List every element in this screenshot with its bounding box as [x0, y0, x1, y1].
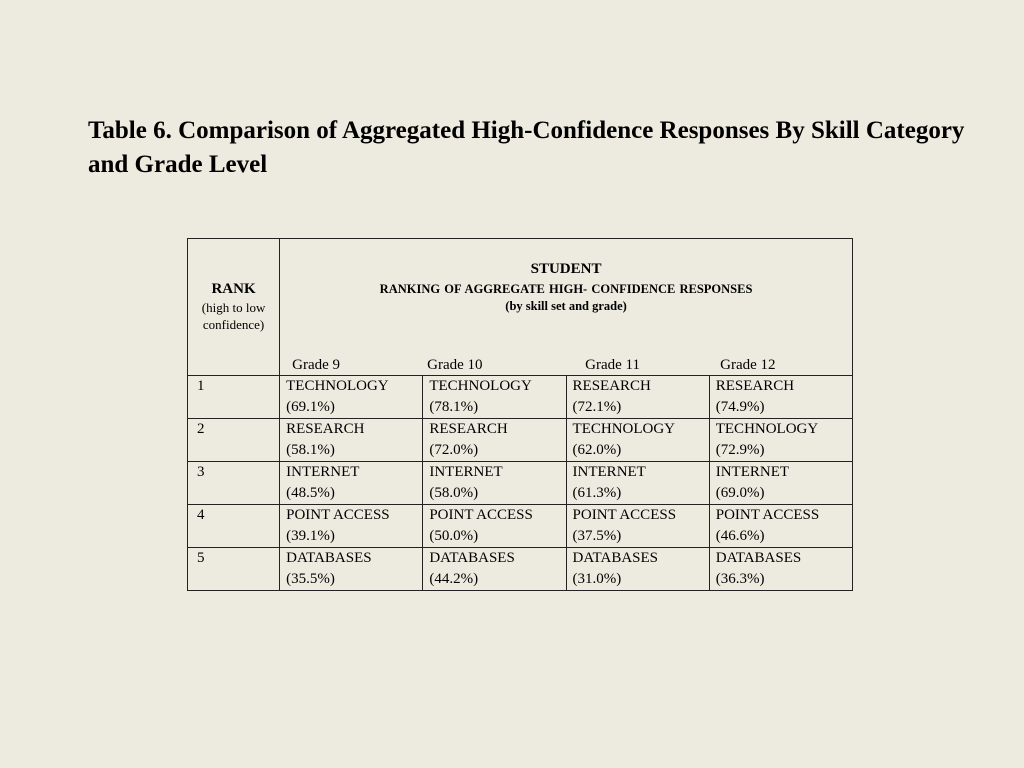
skill-name: POINT ACCESS — [286, 507, 390, 523]
skill-cell — [566, 376, 709, 419]
skill-name: RESEARCH — [429, 421, 508, 437]
skill-cell — [566, 462, 709, 505]
skill-cell — [566, 548, 709, 591]
skill-percentage: (69.1%) — [286, 399, 335, 415]
skill-percentage: (37.5%) — [572, 528, 622, 544]
skill-percentage: (58.1%) — [286, 442, 335, 458]
skill-name: INTERNET — [286, 464, 360, 480]
skill-name: RESEARCH — [715, 378, 795, 394]
skill-cell — [566, 505, 709, 548]
skill-percentage: (39.1%) — [286, 528, 335, 544]
skill-name: DATABASES — [572, 550, 659, 566]
table-row — [188, 376, 853, 419]
table-row — [188, 462, 853, 505]
skill-name: RESEARCH — [572, 378, 651, 394]
skill-percentage: (35.5%) — [286, 571, 335, 587]
skill-percentage: (72.0%) — [429, 442, 479, 458]
skill-cell — [423, 548, 566, 591]
skill-cell — [423, 419, 566, 462]
skill-percentage: (72.9%) — [715, 442, 765, 458]
table-row — [188, 505, 853, 548]
skill-name: DATABASES — [715, 550, 802, 566]
student-header-cell — [280, 239, 853, 376]
skill-cell — [709, 462, 852, 505]
skill-name: INTERNET — [429, 464, 503, 480]
skill-cell — [280, 419, 423, 462]
rank-cell: 4 — [188, 505, 280, 548]
skill-name: INTERNET — [715, 464, 790, 480]
skill-cell — [709, 376, 852, 419]
student-subheader: RANKING OF AGGREGATE HIGH- CONFIDENCE RESPONSES — [379, 282, 753, 296]
skill-name: TECHNOLOGY — [286, 378, 389, 394]
rank-cell: 1 — [188, 376, 280, 419]
rank-header-cell — [188, 239, 280, 376]
student-note: (by skill set and grade) — [505, 299, 627, 313]
rank-subheader: (high to low confidence) — [201, 300, 266, 332]
skill-percentage: (61.3%) — [572, 485, 622, 501]
student-header: STUDENT — [530, 261, 602, 277]
skill-cell — [423, 505, 566, 548]
skill-cell — [709, 548, 852, 591]
skill-cell — [709, 419, 852, 462]
skill-percentage: (72.1%) — [572, 399, 622, 415]
skill-cell — [280, 548, 423, 591]
skill-name: DATABASES — [286, 550, 372, 566]
skill-cell — [280, 462, 423, 505]
skill-percentage: (46.6%) — [715, 528, 765, 544]
skill-name: POINT ACCESS — [715, 507, 820, 523]
skill-name: TECHNOLOGY — [715, 421, 819, 437]
skill-percentage: (36.3%) — [715, 571, 765, 587]
skill-name: POINT ACCESS — [429, 507, 533, 523]
skill-percentage: (50.0%) — [429, 528, 479, 544]
skill-name: TECHNOLOGY — [572, 421, 676, 437]
rank-cell: 3 — [188, 462, 280, 505]
ranking-table — [187, 238, 853, 591]
skill-name: DATABASES — [429, 550, 515, 566]
skill-name: TECHNOLOGY — [429, 378, 532, 394]
skill-cell — [709, 505, 852, 548]
skill-cell — [280, 376, 423, 419]
rank-cell: 5 — [188, 548, 280, 591]
grade-11-label: Grade 11 — [585, 357, 640, 373]
rank-cell: 2 — [188, 419, 280, 462]
table-row — [188, 419, 853, 462]
skill-percentage: (31.0%) — [572, 571, 622, 587]
skill-percentage: (62.0%) — [572, 442, 622, 458]
skill-percentage: (74.9%) — [715, 399, 765, 415]
skill-percentage: (58.0%) — [429, 485, 479, 501]
skill-percentage: (48.5%) — [286, 485, 335, 501]
table-row — [188, 548, 853, 591]
skill-name: INTERNET — [572, 464, 646, 480]
header-row — [188, 239, 853, 376]
skill-cell — [280, 505, 423, 548]
skill-cell — [423, 376, 566, 419]
grade-9-label: Grade 9 — [292, 357, 341, 373]
skill-name: POINT ACCESS — [572, 507, 677, 523]
skill-percentage: (78.1%) — [429, 399, 479, 415]
rank-header: RANK — [211, 281, 256, 297]
table-title: Table 6. Comparison of Aggregated High-Confidence Responses By Skill Category and Grade Level — [88, 117, 965, 178]
skill-cell — [423, 462, 566, 505]
grade-10-label: Grade 10 — [427, 357, 483, 373]
skill-name: RESEARCH — [286, 421, 365, 437]
skill-percentage: (44.2%) — [429, 571, 479, 587]
grade-12-label: Grade 12 — [720, 357, 776, 373]
skill-cell — [566, 419, 709, 462]
skill-percentage: (69.0%) — [715, 485, 765, 501]
